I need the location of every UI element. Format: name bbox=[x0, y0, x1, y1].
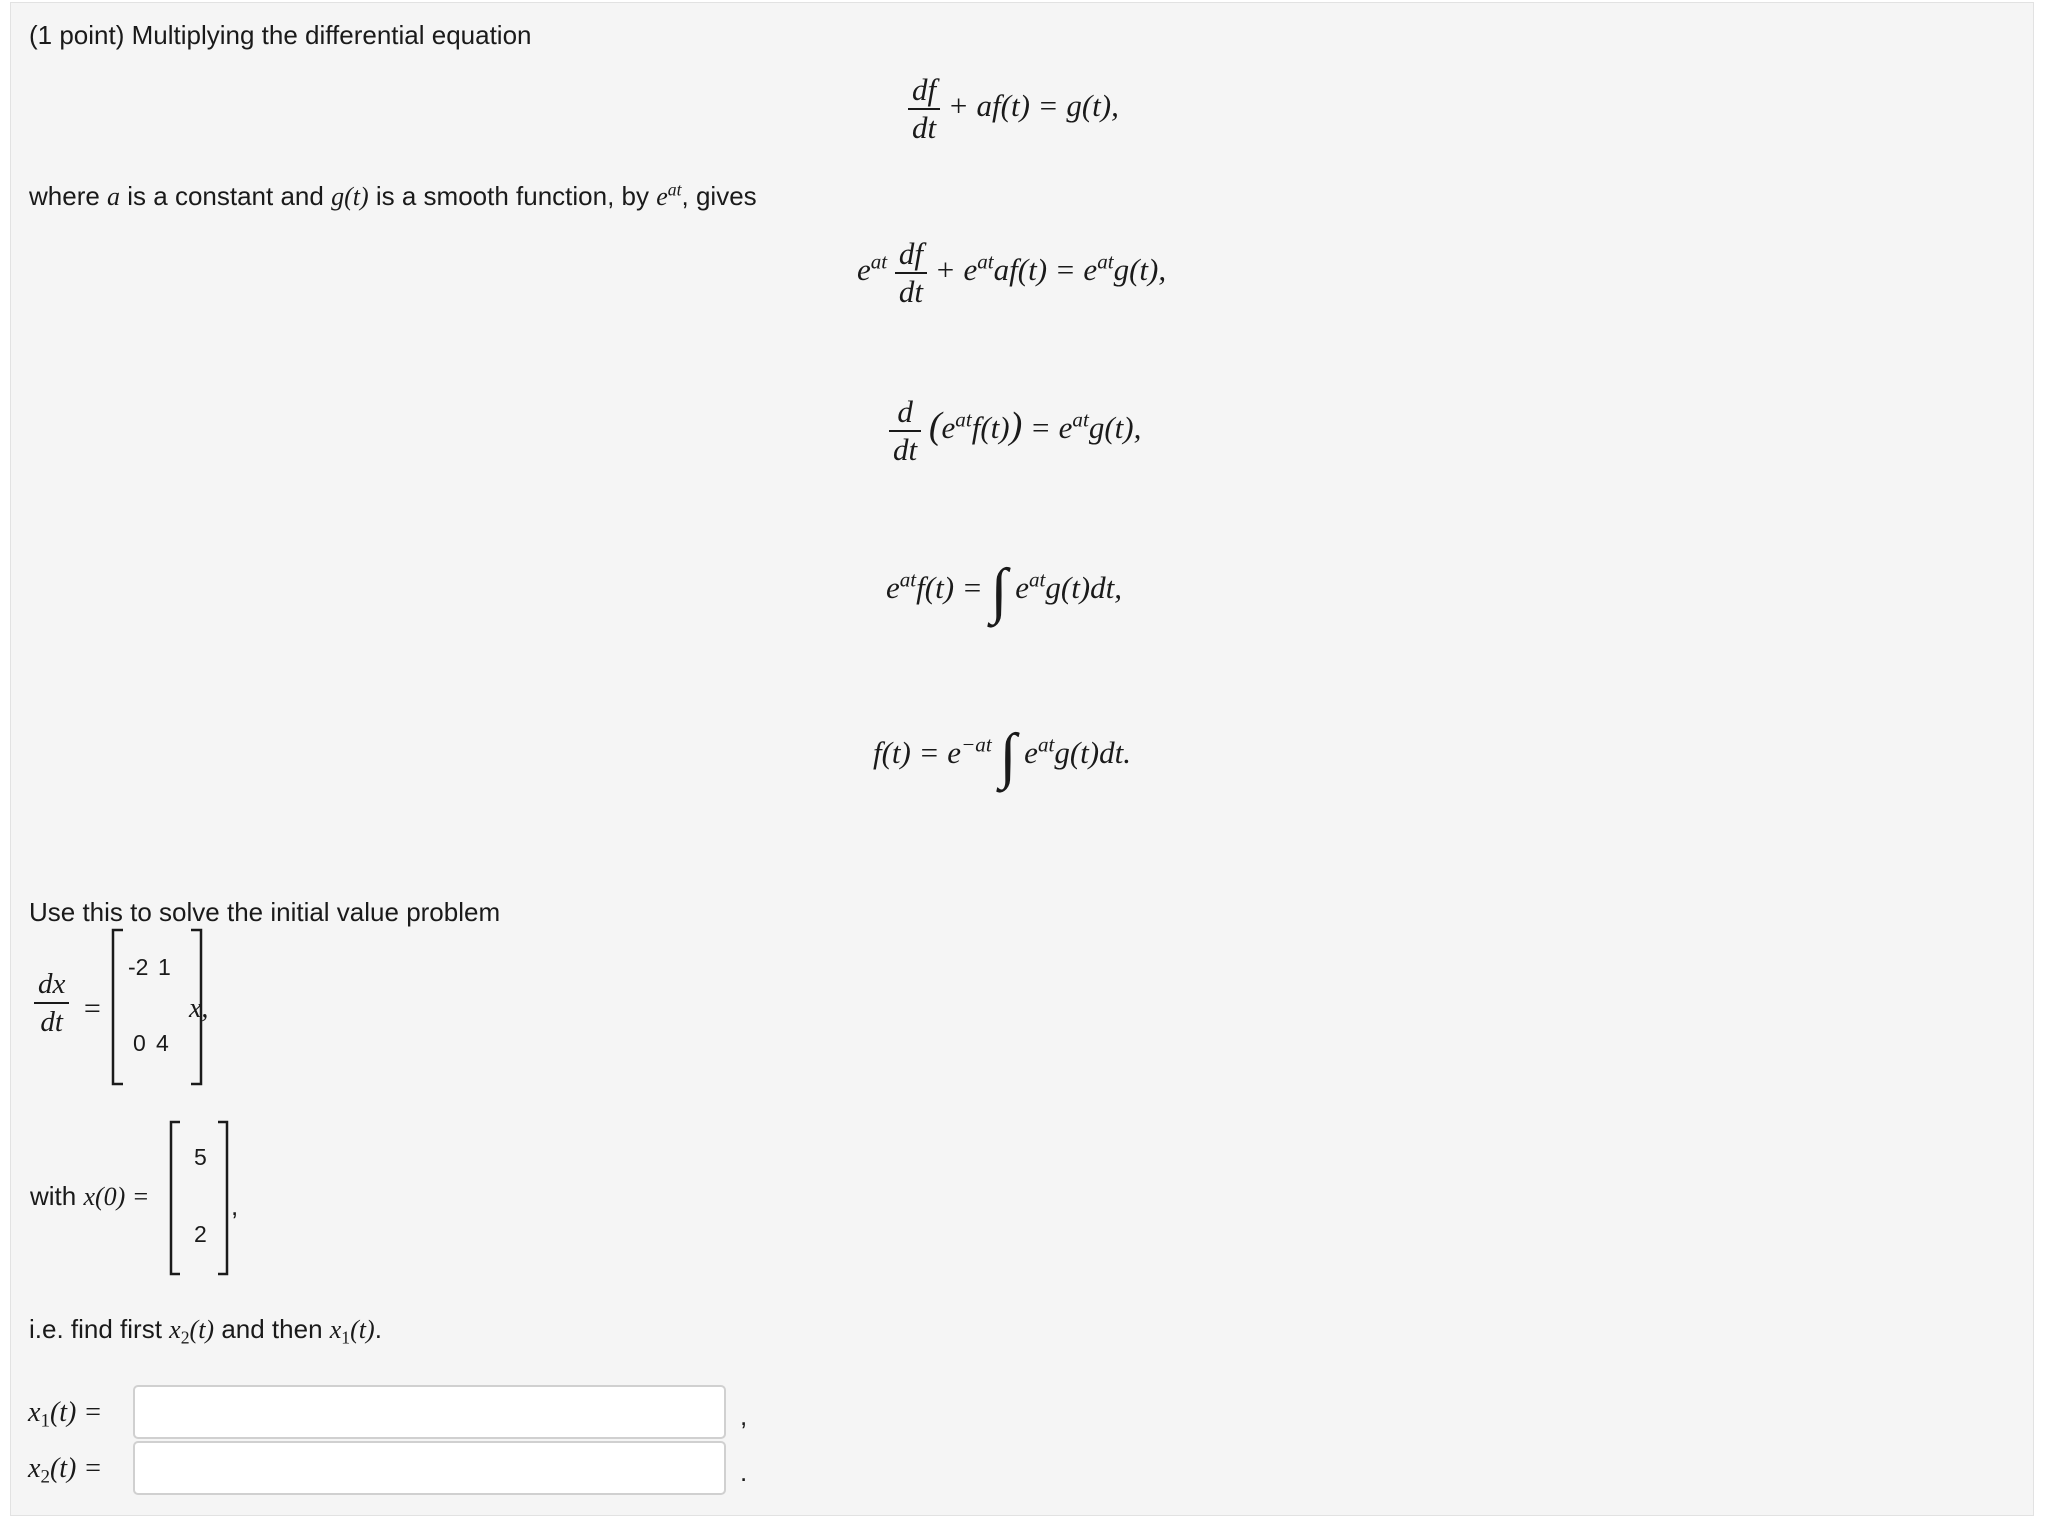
matrix-cell: 4 bbox=[156, 1030, 169, 1056]
problem-intro: (1 point) Multiplying the differential equation bbox=[29, 20, 532, 50]
answer-x2-trail: . bbox=[740, 1457, 748, 1487]
where-line: where a is a constant and g(t) is a smooth function, by $e^{at}$, gives bbox=[29, 179, 757, 211]
initial-comma: , bbox=[231, 1191, 239, 1221]
equation-2: $e^{at}$ $\frac{df}{dt}$ + $e^{at}af(t) = e^{at}g(t)$, bbox=[857, 236, 1167, 309]
x2-answer-input[interactable] bbox=[133, 1441, 726, 1495]
matrix-cell: 0 bbox=[133, 1030, 146, 1056]
vector-cell: 5 bbox=[194, 1144, 207, 1170]
answer-x1-label: $x_1(t)$ = bbox=[28, 1397, 103, 1432]
vector-cell: 2 bbox=[194, 1221, 207, 1247]
equation-4: $e^{at}f(t)$ = ∫ $e^{at}g(t)dt$, bbox=[886, 557, 1122, 625]
equation-5: $f(t) = e^{-at}$ ∫ $e^{at}g(t)dt$. bbox=[873, 722, 1131, 790]
answer-x1-trail: , bbox=[740, 1401, 748, 1431]
x1-answer-input[interactable] bbox=[133, 1385, 726, 1439]
integral-sign: ∫ bbox=[999, 722, 1017, 790]
equation-3: $\frac{d}{dt}$ $(e^{at}f(t)) = e^{at}g(t)$, bbox=[889, 394, 1141, 468]
matrix-cell: 1 bbox=[158, 954, 171, 980]
equation-1: $\frac{df}{dt}$ + af(t) = g(t), bbox=[908, 72, 1119, 146]
use-this-text: Use this to solve the initial value problem bbox=[29, 897, 501, 927]
ie-line: i.e. find first $x_2(t)$ and then $x_1(t)$. bbox=[29, 1314, 382, 1348]
answer-x2-label: $x_2(t)$ = bbox=[28, 1453, 103, 1488]
system-x: x, bbox=[189, 993, 209, 1024]
system-equals: = bbox=[82, 992, 103, 1025]
integral-sign: ∫ bbox=[990, 557, 1008, 625]
system-lhs: $\frac{dx}{dt}$ bbox=[34, 966, 69, 1040]
initial-condition: with x(0) = bbox=[30, 1181, 150, 1211]
matrix-cell: -2 bbox=[128, 954, 149, 980]
